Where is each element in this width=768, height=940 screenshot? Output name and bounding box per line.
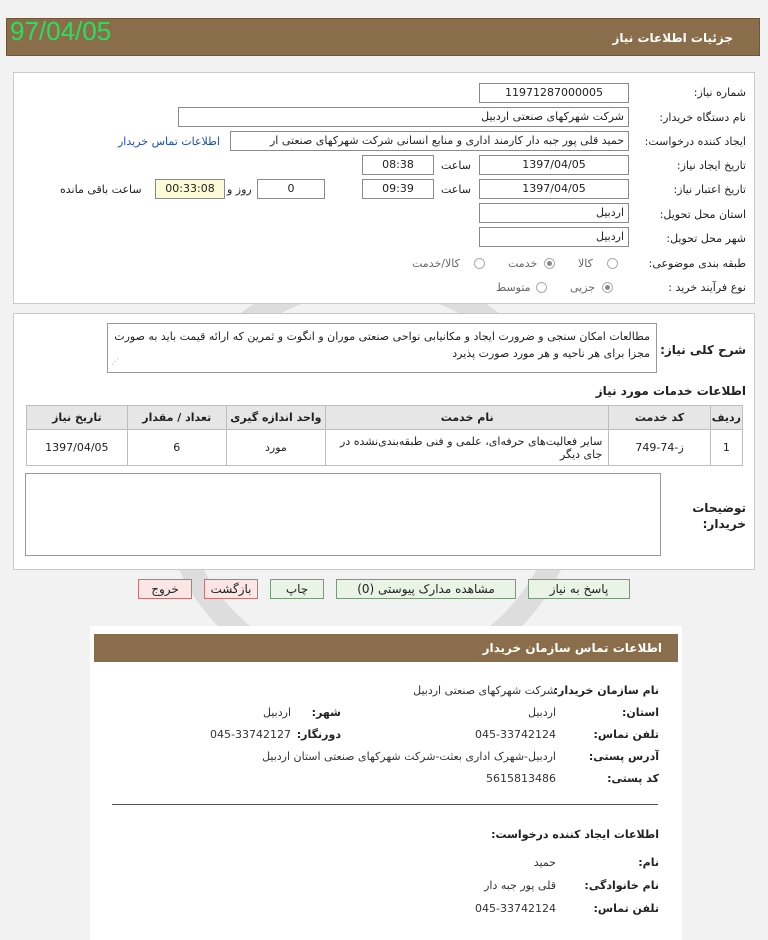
contact-fax-value: 045-33742127 [210,728,291,741]
requester-phone-value: 045-33742124 [475,902,556,915]
contact-fax-label: دورنگار: [296,728,341,741]
buyer-contact-link[interactable]: اطلاعات تماس خریدار [118,135,220,148]
contact-phone-value: 045-33742124 [475,728,556,741]
province-label: استان محل تحویل: [659,208,746,221]
col-service-code: کد خدمت [609,406,710,430]
requester-name-label: نام: [638,856,659,869]
category-radio-goods-service[interactable] [474,258,485,269]
cell-service-name: سایر فعالیت‌های حرفه‌ای، علمی و فنی طبقه‌بندی‌نشده در جای دیگر [325,430,608,466]
created-time-field[interactable]: 08:38 [362,155,434,175]
contact-postal-value: 5615813486 [486,772,556,785]
col-unit: واحد اندازه گیری [226,406,325,430]
buyer-org-field[interactable]: شرکت شهرکهای صنعتی اردبیل [178,107,629,127]
table-row [27,430,743,466]
requester-phone-label: تلفن تماس: [593,902,659,915]
category-radio-service[interactable] [544,258,555,269]
contact-org-label: نام سازمان خریدار: [553,684,659,697]
buyer-notes-textarea[interactable] [25,473,661,556]
category-service-label: خدمت [508,257,538,270]
summary-label: شرح کلی نیاز: [660,343,746,357]
exit-button[interactable]: خروج [138,579,192,599]
remaining-time-field[interactable]: 00:33:08 [155,179,225,199]
services-title: اطلاعات خدمات مورد نیاز [595,384,746,398]
buyer-org-label: نام دستگاه خریدار: [659,111,746,124]
province-field[interactable]: اردبیل [479,203,629,223]
contact-city-label: شهر: [311,706,341,719]
requester-field[interactable]: حمید قلی پور جبه دار کارمند اداری و منابع انسانی شرکت شهرکهای صنعتی ار [230,131,629,151]
contact-province-label: استان: [622,706,659,719]
requester-name-value: حمید [533,856,556,869]
contact-province-value: اردبیل [528,706,556,719]
validity-time-label: ساعت [441,183,471,196]
cell-row: 1 [710,430,742,466]
resize-grip-icon[interactable]: ⋱ [111,357,119,366]
col-row: ردیف [710,406,742,430]
days-label: روز و [227,183,252,196]
page-header [6,18,760,56]
process-medium-label: متوسط [496,281,531,294]
contact-org-value: شرکت شهرکهای صنعتی اردبیل [413,684,556,697]
validity-date-field[interactable]: 1397/04/05 [479,179,629,199]
city-field[interactable]: اردبیل [479,227,629,247]
created-date-field[interactable]: 1397/04/05 [479,155,629,175]
col-quantity: تعداد / مقدار [127,406,226,430]
requester-family-label: نام خانوادگی: [584,879,659,892]
contact-phone-label: تلفن تماس: [593,728,659,741]
city-label: شهر محل تحویل: [666,232,746,245]
remaining-days-field[interactable]: 0 [257,179,325,199]
summary-textarea[interactable] [107,323,657,373]
buyer-notes-label: توضیحات خریدار: [692,501,746,531]
contact-header [94,634,678,662]
requester-info-title: اطلاعات ایجاد کننده درخواست: [491,828,659,841]
cell-unit: مورد [226,430,325,466]
summary-text: مطالعات امکان سنجی و ضرورت ایجاد و مکانیابی نواحی صنعتی موران و انگوت و ثمرین که ارائه قیمت باید به صورت مجزا برای هر ناحیه و هر مورد صورت پذیرد [114,330,650,360]
requester-label: ایجاد کننده درخواست: [644,135,746,148]
category-radio-goods[interactable] [607,258,618,269]
category-goods-service-label: کالا/خدمت [412,257,460,270]
cell-need-date: 1397/04/05 [27,430,128,466]
created-date-label: تاریخ ایجاد نیاز: [676,159,746,172]
services-table [26,405,743,466]
contact-postal-label: کد پستی: [607,772,659,785]
category-label: طبقه بندی موضوعی: [648,257,746,270]
col-service-name: نام خدمت [325,406,608,430]
contact-divider [112,804,658,805]
validity-date-label: تاریخ اعتبار نیاز: [673,183,746,196]
created-time-label: ساعت [441,159,471,172]
category-goods-label: کالا [578,257,593,270]
contact-title: اطلاعات تماس سازمان خریدار [482,641,662,655]
contact-city-value: اردبیل [263,706,291,719]
buyer-contact-card [90,626,682,940]
contact-address-label: آدرس پستی: [588,750,659,763]
cell-service-code: ز-74-749 [609,430,710,466]
date-stamp: 97/04/05 [10,16,112,46]
requester-family-value: قلی پور جبه دار [484,879,556,892]
process-radio-medium[interactable] [536,282,547,293]
print-button[interactable]: چاپ [270,579,324,599]
need-number-label: شماره نیاز: [693,86,746,99]
remaining-label: ساعت باقی مانده [60,183,142,196]
need-number-field[interactable]: 11971287000005 [479,83,629,103]
process-label: نوع فرآیند خرید : [668,281,746,294]
validity-time-field[interactable]: 09:39 [362,179,434,199]
attachments-button[interactable]: مشاهده مدارک پیوستی (0) [336,579,516,599]
cell-quantity: 6 [127,430,226,466]
page-title: جزئیات اطلاعات نیاز [612,31,733,45]
back-button[interactable]: بازگشت [204,579,258,599]
contact-address-value: اردبیل-شهرک اداری بعثت-شرکت شهرکهای صنعتی استان اردبیل [262,750,556,763]
process-minor-label: جزیی [570,281,596,294]
process-radio-minor[interactable] [602,282,613,293]
col-need-date: تاریخ نیاز [27,406,128,430]
reply-button[interactable]: پاسخ به نیاز [528,579,630,599]
